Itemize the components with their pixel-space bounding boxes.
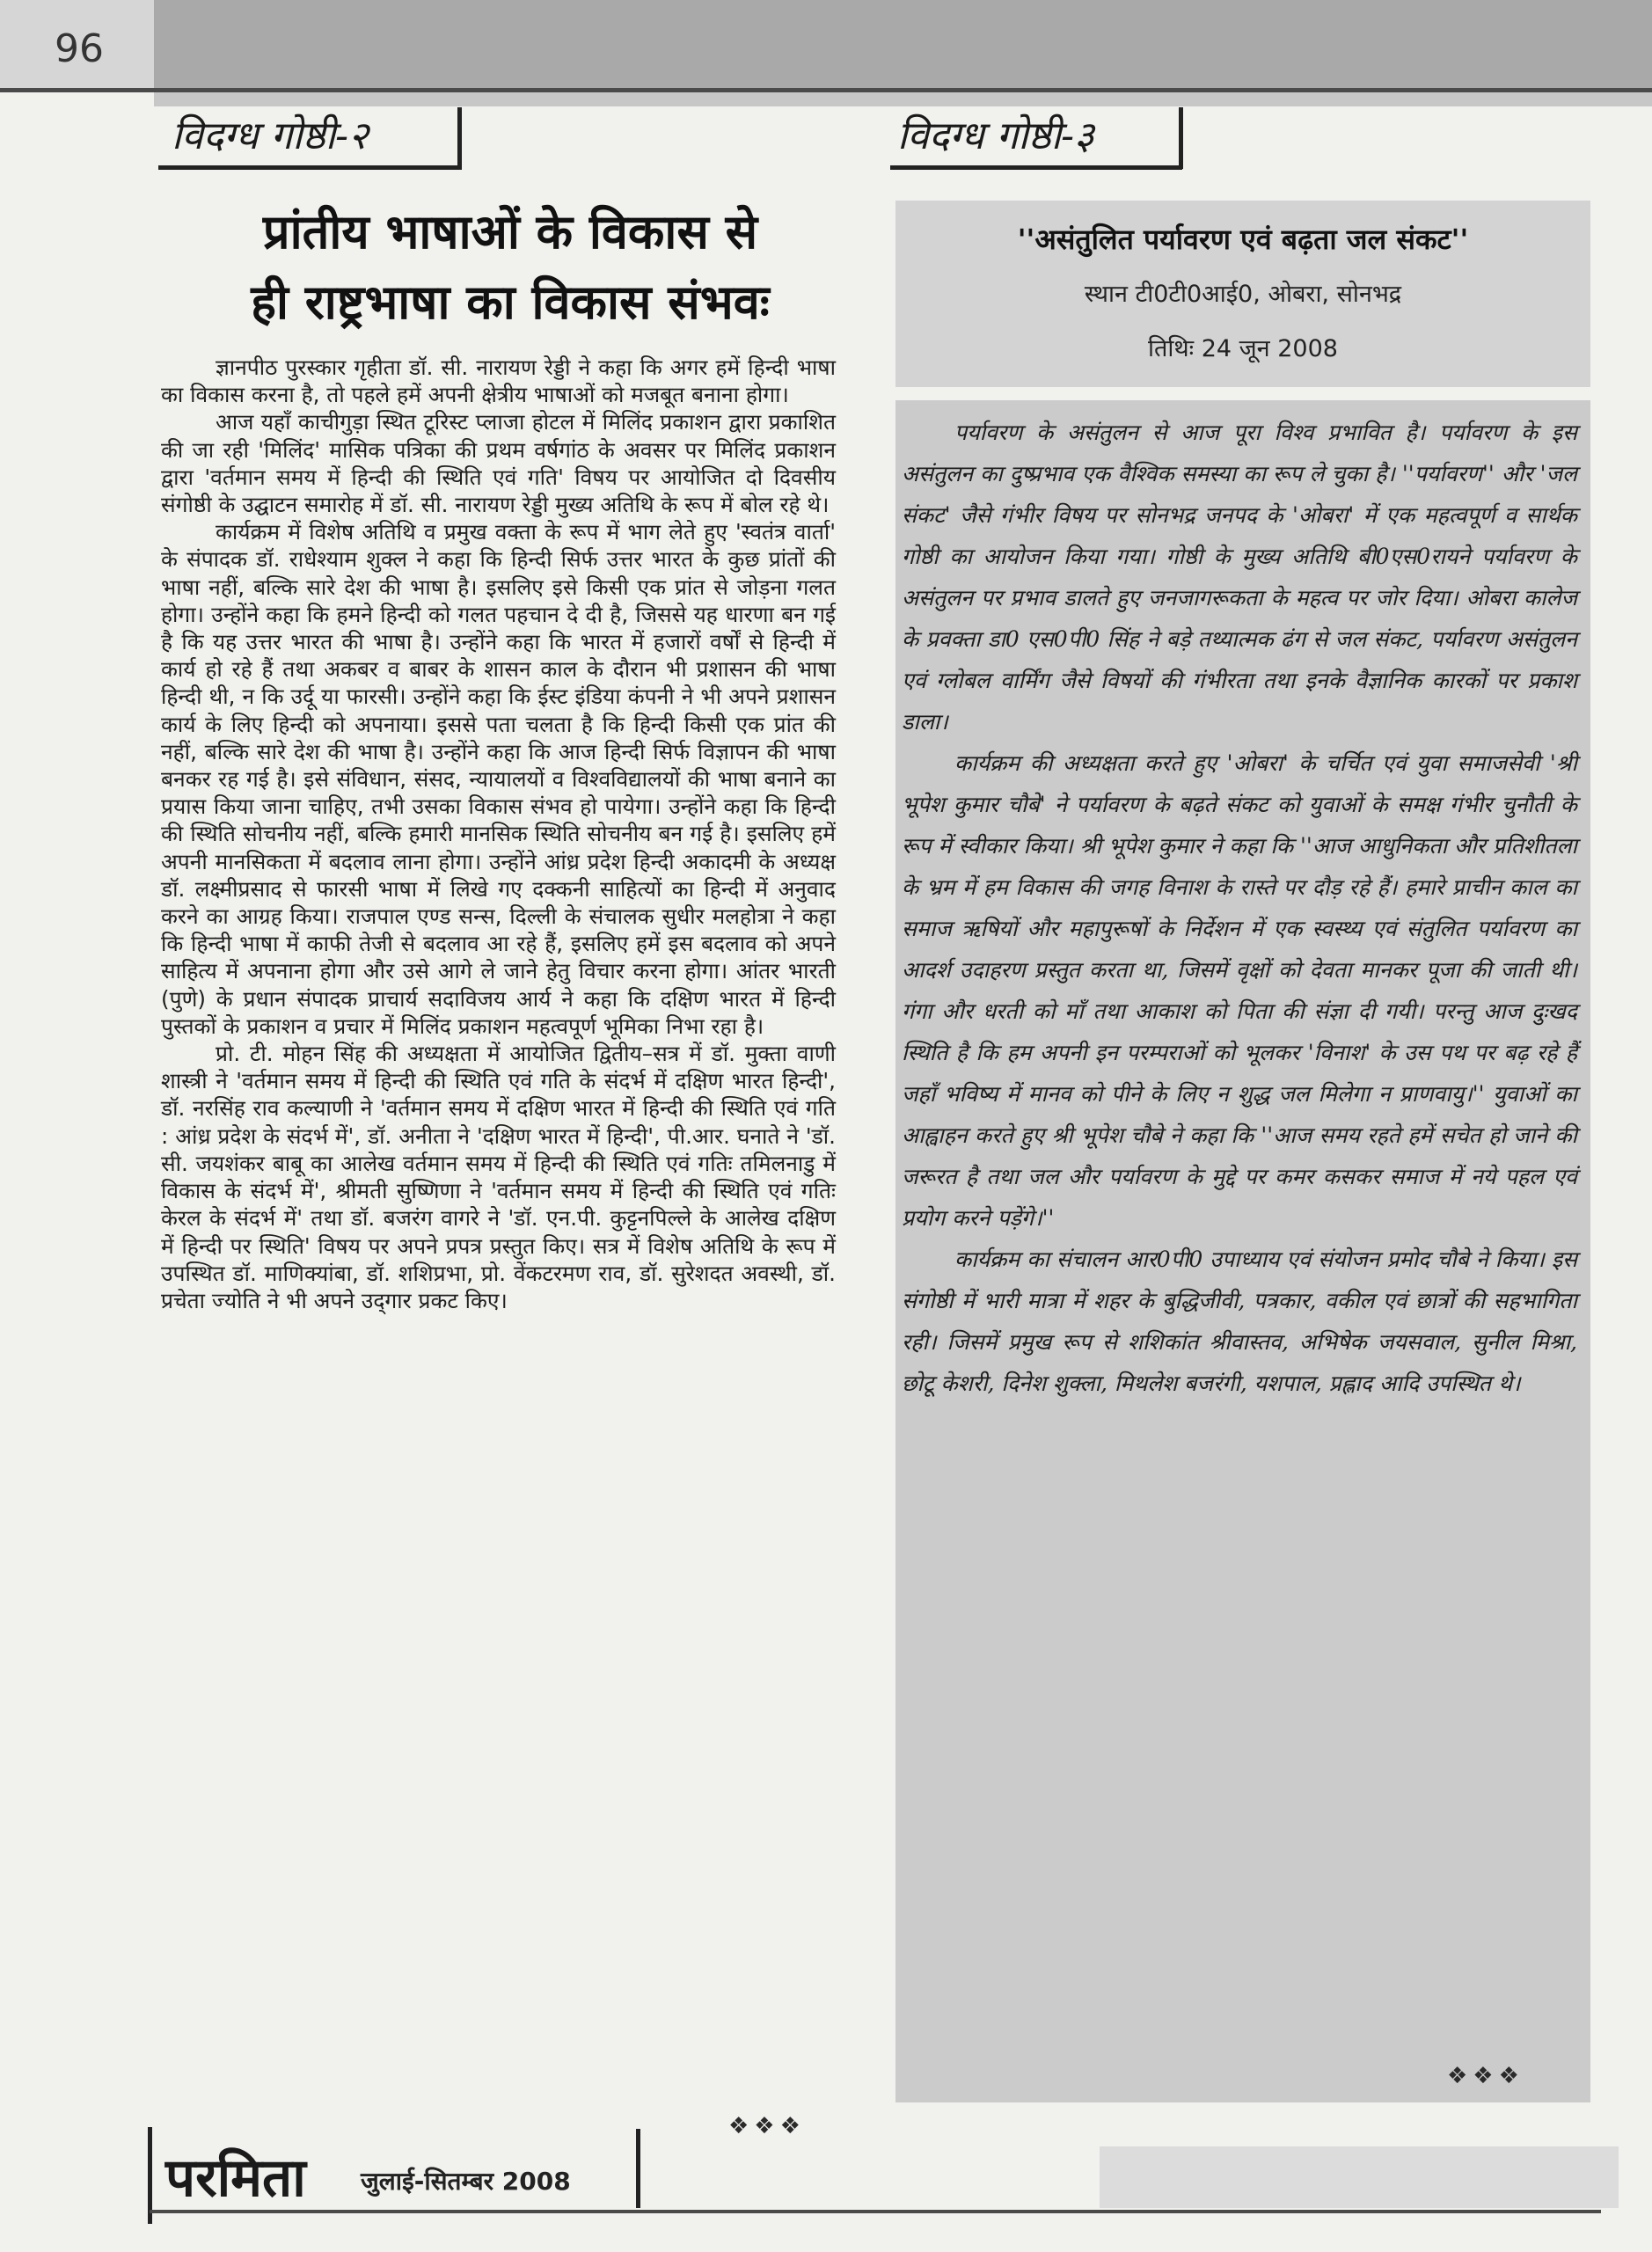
right-tag-underline xyxy=(890,165,1182,170)
right-article-body xyxy=(902,412,1577,1404)
left-tag-underline xyxy=(158,165,462,170)
page-header xyxy=(0,0,1652,88)
left-article-title-line2: ही राष्ट्रभाषा का विकास संभवः xyxy=(251,274,770,330)
left-paragraph: कार्यक्रम में विशेष अतिथि व प्रमुख वक्ता के रूप में भाग लेते हुए 'स्वतंत्र वार्ता' के संपादक डॉ. राधेश्याम शुक्ल ने कहा कि हिन्दी सिर्फ उत्तर भारत के कुछ प्रांतों की भाषा नहीं, बल्कि सारे देश की भाषा है। इसलिए इसे किसी एक प्रांत से जोड़ना गलत होगा। उन्होंने कहा कि हमने हिन्दी को गलत पहचान दे दी है, जिससे यह धारणा बन गई है कि यह उत्तर भारत की भाषा है। उन्होंने कहा कि भारत में हजारों वर्षों से हिन्दी में कार्य हो रहे हैं तथा अकबर व बाबर के शासन काल के दौरान भी प्रशासन की भाषा हिन्दी थी, न कि उर्दू या फारसी। उन्होंने कहा कि ईस्ट इंडिया कंपनी ने भी अपने प्रशासन कार्य के लिए हिन्दी को अपनाया। इससे पता चलता है कि हिन्दी किसी एक प्रांत की नहीं, बल्कि सारे देश की भाषा है। उन्होंने कहा कि आज हिन्दी सिर्फ विज्ञापन की भाषा बनकर रह गई है। इसे संविधान, संसद, न्यायालयों व विश्वविद्यालयों की भाषा बनाने का प्रयास किया जाना चाहिए, तभी उसका विकास संभव हो पायेगा। उन्होंने कहा कि हिन्दी की स्थिति सोचनीय नहीं, बल्कि हमारी मानसिक स्थिति सोचनीय बन गई है। इसलिए हमें अपनी मानसिकता में बदलाव लाना होगा। उन्होंने आंध्र प्रदेश हिन्दी अकादमी के अध्यक्ष डॉ. लक्ष्मीप्रसाद से फारसी भाषा में लिखे गए दक्कनी साहित्यों का हिन्दी में अनुवाद करने का आग्रह किया। राजपाल एण्ड सन्स, दिल्ली के संचालक सुधीर मलहोत्रा ने कहा कि हिन्दी भाषा में काफी तेजी से बदलाव आ रहे हैं, इसलिए हमें इस बदलाव को अपने साहित्य में अपनाना होगा और उसे आगे ले जाने हेतु विचार करना होगा। आंतर भारती (पुणे) के प्रधान संपादक प्राचार्य सदाविजय आर्य ने कहा कि दक्षिण भारत में हिन्दी पुस्तकों के प्रकाशन व प्रचार में मिलिंद प्रकाशन महत्वपूर्ण भूमिका निभा रहा है। xyxy=(161,519,836,1039)
footer-shade xyxy=(1100,2146,1619,2208)
left-end-mark: ❖❖❖ xyxy=(728,2113,806,2139)
right-tag-bar xyxy=(1179,107,1183,169)
left-paragraph: ज्ञानपीठ पुरस्कार गृहीता डॉ. सी. नारायण रेड्डी ने कहा कि अगर हमें हिन्दी भाषा का विकास करना है, तो पहले हमें अपनी क्षेत्रीय भाषाओं को मजबूत बनाना होगा। xyxy=(161,355,836,408)
right-paragraph: कार्यक्रम की अध्यक्षता करते हुए 'ओबरा' के चर्चित एवं युवा समाजसेवी 'श्री भूपेश कुमार चौबे' ने पर्यावरण के बढ़ते संकट को युवाओं के समक्ष गंभीर चुनौती के रूप में स्वीकार किया। श्री भूपेश कुमार ने कहा कि ''आज आधुनिकता और प्रतिशीतला के भ्रम में हम विकास की जगह विनाश के रास्ते पर दौड़ रहे हैं। हमारे प्राचीन काल का समाज ऋषियों और महापुरूषों के निर्देशन में एक स्वस्थ्य एवं संतुलित पर्यावरण का आदर्श उदाहरण प्रस्तुत करता था, जिसमें वृक्षों को देवता मानकर पूजा की जाती थी। गंगा और धरती को माँ तथा आकाश को पिता की संज्ञा दी गयी। परन्तु आज दुःखद स्थिति है कि हम अपनी इन परम्पराओं को भूलकर 'विनाश' के उस पथ पर बढ़ रहे हैं जहाँ भविष्य में मानव को पीने के लिए न शुद्ध जल मिलेगा न प्राणवायु।'' युवाओं का आह्वाहन करते हुए श्री भूपेश चौबे ने कहा कि ''आज समय रहते हमें सचेत हो जाने की जरूरत है तथा जल और पर्यावरण के मुद्दे पर कमर कसकर समाज में नये पहल एवं प्रयोग करने पड़ेंगे।'' xyxy=(902,750,1577,1231)
issue-date: जुलाई-सितम्बर 2008 xyxy=(361,2167,571,2196)
footer-rule xyxy=(150,2210,1601,2213)
right-end-mark: ❖❖❖ xyxy=(1447,2063,1524,2089)
left-article-body xyxy=(161,354,836,1314)
left-tag-bar xyxy=(457,107,462,169)
right-article-date: तिथिः 24 जून 2008 xyxy=(1148,335,1338,362)
right-article-header-box xyxy=(895,201,1590,387)
header-shade xyxy=(154,0,1652,88)
right-article-place: स्थान टी0टी0आई0, ओबरा, सोनभद्र xyxy=(1084,281,1402,308)
right-paragraph: कार्यक्रम का संचालन आर0पी0 उपाध्याय एवं संयोजन प्रमोद चौबे ने किया। इस संगोष्ठी में भारी मात्रा में शहर के बुद्धिजीवी, पत्रकार, वकील एवं छात्रों की सहभागिता रही। जिसमें प्रमुख रूप से शशिकांत श्रीवास्तव, अभिषेक जयसवाल, सुनील मिश्रा, छोटू केशरी, दिनेश शुक्ला, मिथलेश बजरंगी, यशपाल, प्रह्लाद आदि उपस्थित थे। xyxy=(902,1247,1577,1396)
footer-mid-bar xyxy=(636,2129,640,2208)
left-section-tag: विदग्ध गोष्ठी-२ xyxy=(172,113,369,158)
magazine-brand: परमिता xyxy=(165,2147,306,2209)
right-section-tag: विदग्ध गोष्ठी-३ xyxy=(897,113,1094,158)
left-paragraph: आज यहाँ काचीगुड़ा स्थित टूरिस्ट प्लाजा होटल में मिलिंद प्रकाशन द्वारा प्रकाशित की जा रही 'मिलिंद' मासिक पत्रिका की प्रथम वर्षगांठ के अवसर पर मिलिंद प्रकाशन द्वारा 'वर्तमान समय में हिन्दी की स्थिति एवं गति' विषय पर आयोजित दो दिवसीय संगोष्ठी के उद्घाटन समारोह में डॉ. सी. नारायण रेड्डी मुख्य अतिथि के रूप में बोल रहे थे। xyxy=(161,409,836,518)
left-paragraph: प्रो. टी. मोहन सिंह की अध्यक्षता में आयोजित द्वितीय–सत्र में डॉ. मुक्ता वाणी शास्त्री ने 'वर्तमान समय में हिन्दी की स्थिति एवं गति के संदर्भ में दक्षिण भारत हिन्दी', डॉ. नरसिंह राव कल्याणी ने 'वर्तमान समय में दक्षिण भारत में हिन्दी की स्थिति एवं गति : आंध्र प्रदेश के संदर्भ में', डॉ. अनीता ने 'दक्षिण भारत में हिन्दी', पी.आर. घनाते ने 'डॉ. सी. जयशंकर बाबू का आलेख वर्तमान समय में हिन्दी की स्थिति एवं गतिः तमिलनाडु में विकास के संदर्भ में', श्रीमती सुष्णिणा ने 'वर्तमान समय में हिन्दी की स्थिति एवं गतिः केरल के संदर्भ में' तथा डॉ. बजरंग वागरे ने 'डॉ. एन.पी. कुट्टनपिल्ले के आलेख दक्षिण में हिन्दी पर स्थिति' विषय पर अपने प्रपत्र प्रस्तुत किए। सत्र में विशेष अतिथि के रूप में उपस्थित डॉ. माणिक्यांबा, डॉ. शशिप्रभा, प्रो. वेंकटरमण राव, डॉ. सुरेशदत अवस्थी, डॉ. प्रचेता ज्योति ने भी अपने उद्‌गार प्रकट किए। xyxy=(161,1041,836,1313)
left-article-title-line1: प्रांतीय भाषाओं के विकास से xyxy=(262,204,758,260)
header-sub-rule xyxy=(154,92,1652,106)
right-article-title: ''असंतुलित पर्यावरण एवं बढ़ता जल संकट'' xyxy=(1017,223,1469,256)
right-paragraph: पर्यावरण के असंतुलन से आज पूरा विश्व प्रभावित है। पर्यावरण के इस असंतुलन का दुष्प्रभाव एक वैश्विक समस्या का रूप ले चुका है। ''पर्यावरण'' और 'जल संकट' जैसे गंभीर विषय पर सोनभद्र जनपद के 'ओबरा' में एक महत्वपूर्ण व सार्थक गोष्ठी का आयोजन किया गया। गोष्ठी के मुख्य अतिथि बी0एस0रायने पर्यावरण के असंतुलन पर प्रभाव डालते हुए जनजागरूकता के महत्व पर जोर दिया। ओबरा कालेज के प्रवक्ता डा0 एस0पी0 सिंह ने बड़े तथ्यात्मक ढंग से जल संकट, पर्यावरण असंतुलन एवं ग्लोबल वार्मिंग जैसे विषयों की गंभीरता तथा इनके वैज्ञानिक कारकों पर प्रकाश डाला। xyxy=(902,420,1577,735)
page-number: 96 xyxy=(55,26,104,71)
